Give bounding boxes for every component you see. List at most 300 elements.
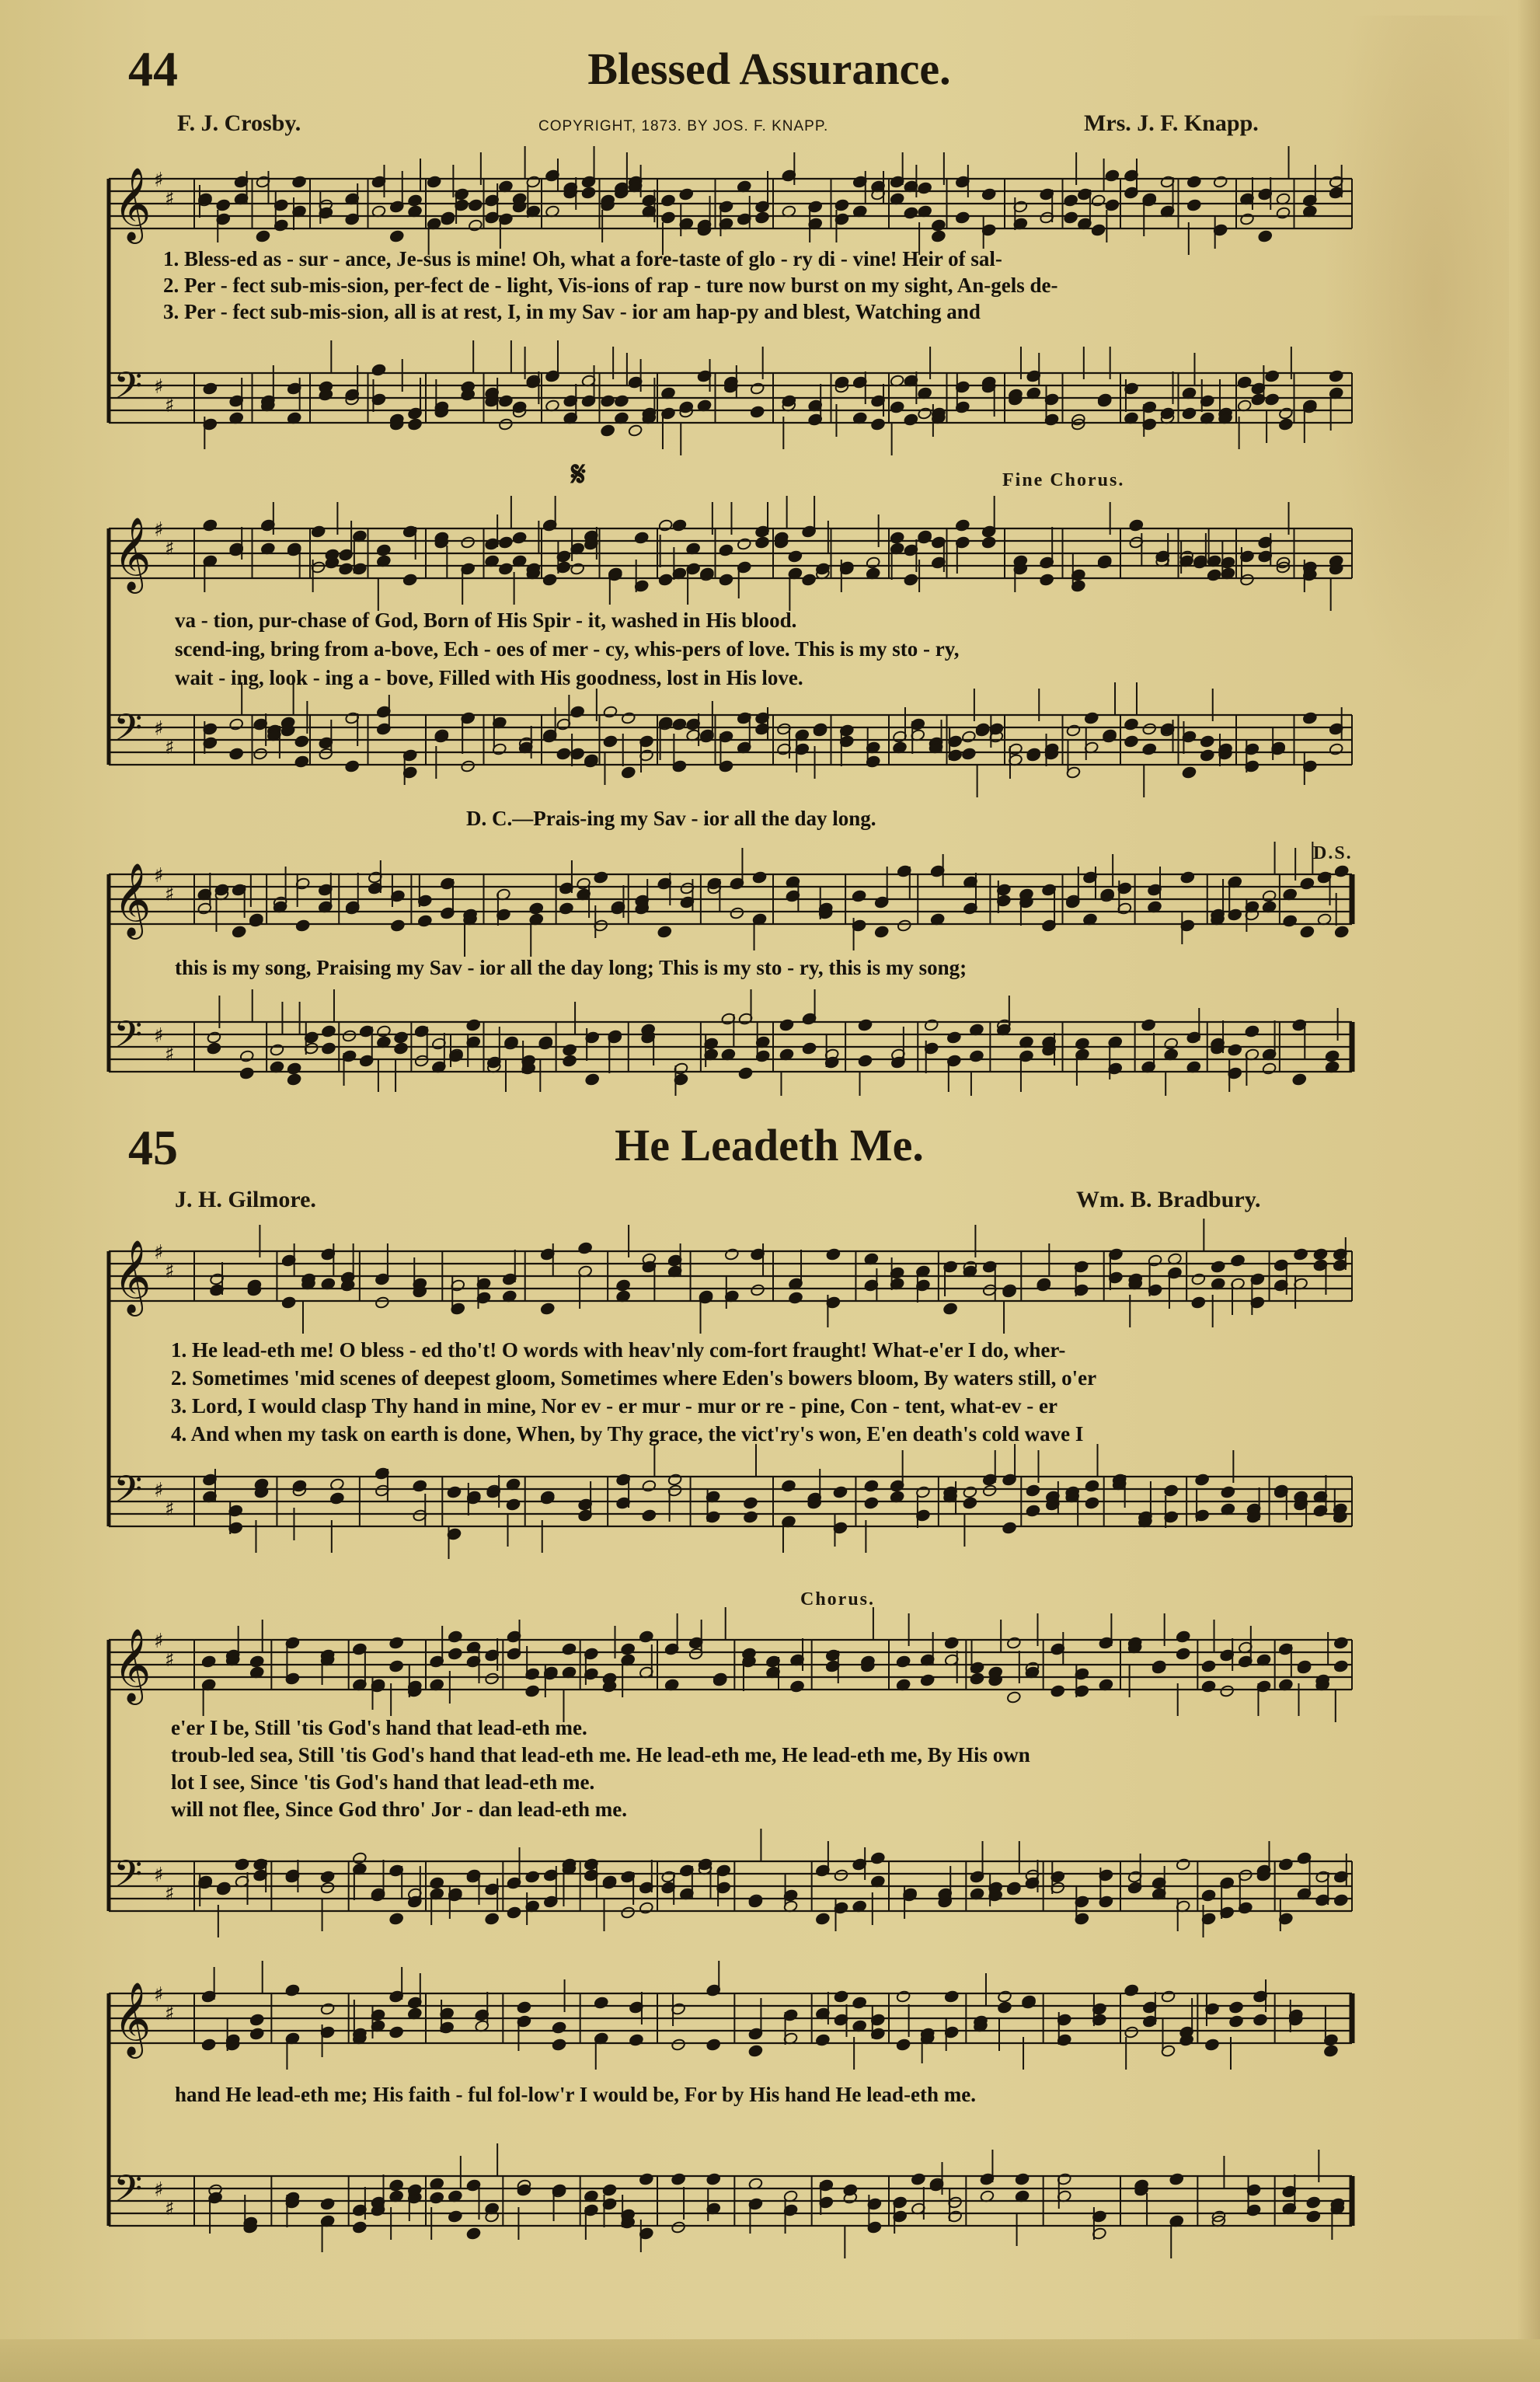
note-head bbox=[430, 1877, 444, 1890]
note-head bbox=[639, 1630, 653, 1644]
note-head bbox=[834, 1869, 848, 1882]
note-head bbox=[997, 1990, 1012, 2004]
note-head bbox=[852, 890, 866, 903]
note-head bbox=[834, 199, 849, 212]
note-head bbox=[946, 1031, 961, 1045]
treble-staff bbox=[109, 496, 1352, 611]
note-head bbox=[963, 1497, 977, 1510]
note-head bbox=[1333, 1660, 1348, 1673]
note-head bbox=[961, 748, 976, 761]
note-head bbox=[485, 1672, 500, 1686]
note-head bbox=[562, 1643, 577, 1656]
note-head bbox=[389, 230, 404, 243]
note-head bbox=[672, 718, 687, 731]
note-head bbox=[1300, 877, 1315, 891]
note-head bbox=[788, 550, 803, 563]
bass-clef-icon: 𝄢 bbox=[113, 1013, 143, 1065]
note-head bbox=[294, 755, 309, 769]
note-head bbox=[1237, 376, 1252, 389]
note-head bbox=[719, 574, 733, 587]
note-head bbox=[229, 748, 244, 761]
note-head bbox=[525, 1685, 540, 1698]
sharp-icon: ♯ bbox=[165, 1043, 175, 1066]
note-head bbox=[1182, 766, 1197, 779]
note-head bbox=[1334, 865, 1349, 878]
note-head bbox=[1294, 1248, 1308, 1261]
note-head bbox=[788, 1292, 803, 1305]
note-head bbox=[1220, 1685, 1235, 1698]
note-head bbox=[1040, 574, 1054, 587]
note-head bbox=[628, 424, 643, 438]
note-head bbox=[468, 219, 483, 232]
note-head bbox=[896, 2038, 911, 2052]
note-head bbox=[448, 1630, 462, 1644]
lyric-line: 3. Lord, I would clasp Thy hand in mine, Nor ev - er mur - mur or re - pine, Con - tent, what-ev - er bbox=[171, 1394, 1058, 1418]
note-head bbox=[1176, 1858, 1190, 1871]
note-head bbox=[1239, 213, 1254, 226]
note-head bbox=[201, 1655, 216, 1669]
note-head bbox=[581, 187, 596, 200]
lyric-line: lot I see, Since 'tis God's hand that lead-eth me. bbox=[171, 1770, 595, 1794]
lyric-line: 2. Per - fect sub-mis-sion, per-fect de - light, Vis-ions of rap - ture now burst on my sight, An-gels de- bbox=[163, 274, 1058, 297]
grand-staff bbox=[99, 1216, 1358, 1566]
note-head bbox=[1221, 1486, 1235, 1499]
note-head bbox=[1064, 211, 1078, 225]
hymn-title: Blessed Assurance. bbox=[587, 44, 951, 94]
note-head bbox=[232, 926, 246, 939]
lyric-line: 1. He lead-eth me! O bless - ed tho't! O words with heav'nly com-fort fraught! What-e'er I do, wher- bbox=[171, 1338, 1066, 1362]
note-head bbox=[1002, 1522, 1017, 1535]
note-head bbox=[1300, 926, 1315, 939]
note-head bbox=[1169, 2173, 1184, 2186]
note-head bbox=[752, 871, 767, 884]
dc-instruction: D. C.—Prais-ing my Sav - ior all the day long. bbox=[466, 807, 876, 830]
note-head bbox=[754, 536, 769, 549]
note-head bbox=[1201, 1680, 1216, 1693]
bass-staff bbox=[109, 340, 1352, 455]
sharp-icon: ♯ bbox=[154, 518, 164, 542]
bass-staff bbox=[109, 989, 1352, 1096]
note-head bbox=[287, 1073, 301, 1086]
note-head bbox=[858, 1019, 873, 1032]
note-head bbox=[931, 219, 946, 232]
note-head bbox=[924, 1019, 939, 1032]
note-head bbox=[616, 1279, 631, 1292]
treble-clef-icon: 𝄞 bbox=[113, 863, 152, 936]
note-head bbox=[559, 902, 573, 915]
hymn-author: J. H. Gilmore. bbox=[175, 1187, 316, 1212]
note-head bbox=[642, 1509, 657, 1522]
note-head bbox=[1228, 2015, 1243, 2028]
note-head bbox=[498, 395, 513, 408]
note-head bbox=[754, 211, 769, 225]
treble-staff bbox=[109, 1961, 1352, 2070]
note-head bbox=[730, 907, 744, 920]
note-head bbox=[981, 536, 996, 549]
note-head bbox=[1124, 735, 1138, 748]
sharp-icon: ♯ bbox=[154, 169, 164, 192]
bass-staff bbox=[109, 682, 1352, 797]
note-head bbox=[201, 2038, 216, 2052]
note-head bbox=[294, 735, 309, 748]
bass-staff bbox=[109, 1444, 1352, 1559]
sharp-icon: ♯ bbox=[154, 1241, 164, 1264]
note-head bbox=[658, 519, 673, 532]
note-head bbox=[216, 199, 231, 212]
note-head bbox=[621, 1906, 636, 1920]
note-head bbox=[1105, 169, 1120, 183]
note-head bbox=[1091, 194, 1106, 208]
note-head bbox=[603, 706, 618, 719]
fine-chorus-label: Fine Chorus. bbox=[1002, 470, 1125, 490]
lyric-line: this is my song, Praising my Sav - ior all the day long; This is my sto - ry, this is my song; bbox=[175, 956, 967, 979]
page-bottom-edge bbox=[0, 2339, 1540, 2382]
note-head bbox=[944, 1637, 959, 1650]
note-head bbox=[826, 1248, 841, 1261]
note-head bbox=[1015, 2173, 1030, 2186]
sharp-icon: ♯ bbox=[165, 1648, 175, 1672]
note-head bbox=[320, 2198, 335, 2211]
note-head bbox=[897, 919, 911, 933]
note-head bbox=[743, 1511, 758, 1524]
note-head bbox=[629, 2034, 643, 2047]
note-head bbox=[671, 2038, 686, 2052]
note-head bbox=[1124, 718, 1138, 731]
note-head bbox=[1085, 1497, 1099, 1510]
note-head bbox=[781, 1480, 796, 1493]
sharp-icon: ♯ bbox=[154, 717, 164, 741]
note-head bbox=[1292, 1073, 1307, 1086]
note-head bbox=[321, 1025, 336, 1038]
lyric-line: will not flee, Since God thro' Jor - dan lead-eth me. bbox=[171, 1798, 627, 1821]
lyric-line: troub-led sea, Still 'tis God's hand that lead-eth me. He lead-eth me, He lead-eth me, By His own bbox=[171, 1743, 1030, 1766]
sharp-icon: ♯ bbox=[165, 2197, 175, 2220]
note-head bbox=[634, 532, 649, 545]
note-head bbox=[1164, 1038, 1179, 1051]
note-head bbox=[1186, 176, 1201, 189]
note-head bbox=[295, 919, 310, 933]
sharp-icon: ♯ bbox=[165, 1260, 175, 1283]
note-head bbox=[874, 926, 889, 939]
note-head bbox=[529, 902, 544, 915]
bass-clef-icon: 𝄢 bbox=[113, 1852, 143, 1905]
note-head bbox=[1201, 1889, 1216, 1902]
note-head bbox=[1141, 1019, 1156, 1032]
note-head bbox=[371, 364, 386, 377]
note-head bbox=[1186, 199, 1201, 212]
note-head bbox=[1228, 1044, 1242, 1057]
note-head bbox=[320, 1871, 335, 1884]
note-head bbox=[852, 1997, 867, 2010]
note-head bbox=[498, 418, 513, 431]
note-head bbox=[1258, 230, 1273, 243]
note-head bbox=[621, 712, 636, 725]
note-head bbox=[1026, 1484, 1040, 1498]
note-head bbox=[920, 1674, 935, 1687]
note-head bbox=[1182, 407, 1197, 420]
note-head bbox=[911, 2173, 925, 2186]
note-head bbox=[448, 1648, 462, 1661]
note-head bbox=[311, 525, 326, 539]
note-head bbox=[540, 1303, 555, 1316]
note-head bbox=[342, 1030, 357, 1043]
note-head bbox=[321, 1042, 336, 1055]
note-head bbox=[679, 188, 694, 201]
music-system bbox=[99, 1216, 1358, 1566]
note-head bbox=[556, 748, 571, 761]
treble-staff bbox=[109, 1219, 1352, 1334]
bass-clef-icon: 𝄢 bbox=[113, 2167, 143, 2220]
note-head bbox=[1306, 2196, 1321, 2209]
hymn-number: 45 bbox=[128, 1120, 178, 1175]
lyric-line: va - tion, pur-chase of God, Born of His Spir - it, washed in His blood. bbox=[175, 609, 797, 632]
treble-staff bbox=[109, 146, 1352, 255]
note-head bbox=[944, 1990, 959, 2004]
note-head bbox=[834, 1990, 848, 2004]
note-head bbox=[904, 413, 918, 427]
sharp-icon: ♯ bbox=[154, 864, 164, 888]
note-head bbox=[402, 574, 417, 587]
sharp-icon: ♯ bbox=[165, 394, 175, 417]
note-head bbox=[352, 1852, 367, 1865]
note-head bbox=[918, 407, 932, 420]
note-head bbox=[639, 2173, 653, 2186]
note-head bbox=[407, 194, 422, 208]
note-head bbox=[1026, 1505, 1040, 1518]
note-head bbox=[601, 424, 615, 438]
note-head bbox=[427, 176, 441, 189]
note-head bbox=[1278, 1858, 1293, 1871]
note-head bbox=[660, 211, 675, 225]
sharp-icon: ♯ bbox=[165, 883, 175, 906]
bass-clef-icon: 𝄢 bbox=[113, 1467, 143, 1520]
note-head bbox=[1207, 569, 1221, 582]
note-head bbox=[1124, 1984, 1139, 1997]
note-head bbox=[1050, 1685, 1065, 1698]
note-head bbox=[981, 188, 996, 201]
note-head bbox=[1325, 1050, 1340, 1063]
bass-clef-icon: 𝄢 bbox=[113, 364, 143, 417]
note-head bbox=[601, 395, 615, 408]
note-head bbox=[1006, 1637, 1021, 1650]
note-head bbox=[603, 735, 618, 748]
treble-clef-icon: 𝄞 bbox=[113, 517, 152, 591]
note-head bbox=[614, 395, 629, 408]
note-head bbox=[1253, 2014, 1267, 2027]
note-head bbox=[750, 382, 765, 396]
note-head bbox=[229, 718, 244, 731]
note-head bbox=[1334, 926, 1349, 939]
note-head bbox=[1105, 199, 1120, 212]
note-head bbox=[389, 1637, 404, 1650]
note-head bbox=[671, 2173, 686, 2186]
note-head bbox=[389, 2026, 404, 2039]
note-head bbox=[1211, 1261, 1225, 1274]
note-head bbox=[1085, 1480, 1099, 1493]
hymn-author: F. J. Crosby. bbox=[177, 110, 301, 136]
note-head bbox=[1213, 176, 1228, 189]
note-head bbox=[858, 1055, 873, 1068]
treble-clef-icon: 𝄞 bbox=[113, 1982, 152, 2056]
note-head bbox=[1200, 735, 1214, 748]
note-head bbox=[1200, 749, 1214, 762]
note-head bbox=[389, 2179, 404, 2192]
note-head bbox=[498, 536, 513, 549]
note-head bbox=[1278, 418, 1293, 431]
note-head bbox=[517, 2001, 531, 2014]
note-head bbox=[1176, 1648, 1190, 1661]
note-head bbox=[1084, 712, 1099, 725]
note-head bbox=[413, 1480, 427, 1493]
note-head bbox=[621, 766, 636, 779]
note-head bbox=[389, 1660, 404, 1673]
note-head bbox=[904, 207, 918, 220]
note-head bbox=[542, 574, 557, 587]
hymn-composer: Wm. B. Bradbury. bbox=[1076, 1187, 1261, 1212]
hymn-title: He Leadeth Me. bbox=[615, 1120, 924, 1170]
note-head bbox=[779, 1019, 794, 1032]
ds-label: D.S. bbox=[1313, 843, 1353, 863]
note-head bbox=[719, 544, 733, 557]
note-head bbox=[1142, 723, 1157, 736]
note-head bbox=[447, 1486, 462, 1499]
note-head bbox=[870, 418, 885, 431]
note-head bbox=[1306, 2210, 1321, 2223]
note-head bbox=[970, 1672, 984, 1686]
bass-staff bbox=[109, 2143, 1352, 2258]
note-head bbox=[864, 1480, 879, 1493]
note-head bbox=[1006, 1691, 1021, 1704]
note-head bbox=[498, 563, 513, 576]
note-head bbox=[602, 2184, 617, 2197]
note-head bbox=[864, 1497, 879, 1510]
note-head bbox=[253, 748, 268, 761]
note-head bbox=[815, 1913, 830, 1926]
lyric-line: hand He lead-eth me; His faith - ful fol-low'r I would be, For by His hand He lead-eth me. bbox=[175, 2083, 977, 2106]
sharp-icon: ♯ bbox=[165, 2002, 175, 2025]
chorus-label: Chorus. bbox=[800, 1589, 876, 1610]
note-head bbox=[963, 1486, 977, 1499]
note-head bbox=[1091, 224, 1106, 237]
note-head bbox=[639, 1902, 653, 1915]
note-head bbox=[394, 1031, 409, 1045]
note-head bbox=[1201, 1660, 1216, 1673]
note-head bbox=[997, 2001, 1012, 2014]
note-head bbox=[931, 230, 946, 243]
note-head bbox=[203, 382, 218, 396]
note-head bbox=[890, 401, 904, 414]
page-edge-shadow bbox=[1517, 0, 1540, 2382]
lyric-line: e'er I be, Still 'tis God's hand that lead-eth me. bbox=[171, 1716, 587, 1739]
note-head bbox=[1230, 1254, 1245, 1268]
lyric-line: 1. Bless-ed as - sur - ance, Je-sus is mine! Oh, what a fore-taste of glo - ry di - vine! Heir of sal- bbox=[163, 247, 1002, 270]
note-head bbox=[578, 1242, 593, 1255]
note-head bbox=[339, 563, 354, 576]
lyric-line: 2. Sometimes 'mid scenes of deepest gloom, Sometimes where Eden's bowers bloom, By waters still, o'er bbox=[171, 1366, 1097, 1390]
note-head bbox=[802, 574, 817, 587]
note-head bbox=[239, 1050, 254, 1063]
note-head bbox=[750, 406, 765, 419]
note-head bbox=[866, 556, 880, 570]
note-head bbox=[329, 1492, 344, 1505]
note-head bbox=[1191, 1296, 1206, 1310]
sharp-icon: ♯ bbox=[165, 1498, 175, 1521]
note-head bbox=[748, 2045, 763, 2058]
lyric-line: 4. And when my task on earth is done, When, by Thy grace, the vict'ry's won, E'en death's cold wave I bbox=[171, 1422, 1084, 1446]
note-head bbox=[1066, 724, 1081, 738]
note-head bbox=[955, 519, 970, 532]
note-head bbox=[256, 230, 270, 243]
note-head bbox=[249, 1655, 264, 1669]
note-head bbox=[466, 2227, 481, 2241]
note-head bbox=[1333, 1894, 1348, 1907]
sharp-icon: ♯ bbox=[154, 1630, 164, 1653]
note-head bbox=[961, 731, 976, 744]
bass-clef-icon: 𝄢 bbox=[113, 706, 143, 759]
note-head bbox=[1228, 2001, 1243, 2014]
note-head bbox=[320, 2003, 335, 2016]
note-head bbox=[249, 2014, 264, 2027]
note-head bbox=[724, 1248, 739, 1261]
note-head bbox=[1265, 370, 1280, 383]
grand-staff bbox=[99, 1958, 1358, 2269]
note-head bbox=[320, 1882, 335, 1895]
note-head bbox=[563, 1044, 577, 1057]
sharp-icon: ♯ bbox=[165, 187, 175, 211]
hymn-number: 44 bbox=[128, 41, 178, 96]
note-head bbox=[982, 1484, 997, 1498]
note-head bbox=[1064, 194, 1078, 208]
note-head bbox=[890, 532, 904, 545]
note-head bbox=[485, 1913, 500, 1926]
note-head bbox=[1333, 1637, 1348, 1650]
note-head bbox=[1124, 2026, 1139, 2039]
note-head bbox=[672, 519, 687, 532]
note-head bbox=[570, 563, 585, 576]
note-head bbox=[466, 1019, 481, 1032]
music-system bbox=[99, 1958, 1358, 2269]
note-head bbox=[658, 574, 673, 587]
note-head bbox=[1323, 2045, 1338, 2058]
note-head bbox=[642, 1480, 657, 1493]
lyric-line: scend-ing, bring from a-bove, Ech - oes of mer - cy, whis-pers of love. This is my sto - ry, bbox=[175, 637, 960, 661]
note-head bbox=[281, 1296, 296, 1310]
note-head bbox=[1129, 519, 1144, 532]
note-head bbox=[1313, 1248, 1328, 1261]
note-head bbox=[918, 182, 932, 195]
segno-sign: 𝄋 bbox=[571, 455, 586, 494]
note-head bbox=[207, 1042, 221, 1055]
note-head bbox=[1278, 407, 1293, 420]
sharp-icon: ♯ bbox=[154, 2178, 164, 2202]
note-head bbox=[430, 2192, 444, 2205]
note-head bbox=[552, 2038, 566, 2052]
lyric-line: wait - ing, look - ing a - bove, Filled with His goodness, lost in His love. bbox=[175, 666, 803, 689]
note-head bbox=[570, 706, 585, 719]
note-head bbox=[594, 871, 608, 884]
note-head bbox=[448, 2210, 462, 2223]
treble-staff bbox=[109, 842, 1352, 957]
note-head bbox=[1329, 743, 1343, 756]
note-head bbox=[525, 1871, 540, 1884]
note-head bbox=[390, 919, 405, 933]
note-head bbox=[461, 760, 476, 773]
note-head bbox=[1265, 393, 1280, 406]
note-head bbox=[417, 915, 432, 928]
note-head bbox=[239, 1067, 254, 1080]
note-head bbox=[904, 574, 918, 587]
note-head bbox=[667, 1473, 682, 1487]
